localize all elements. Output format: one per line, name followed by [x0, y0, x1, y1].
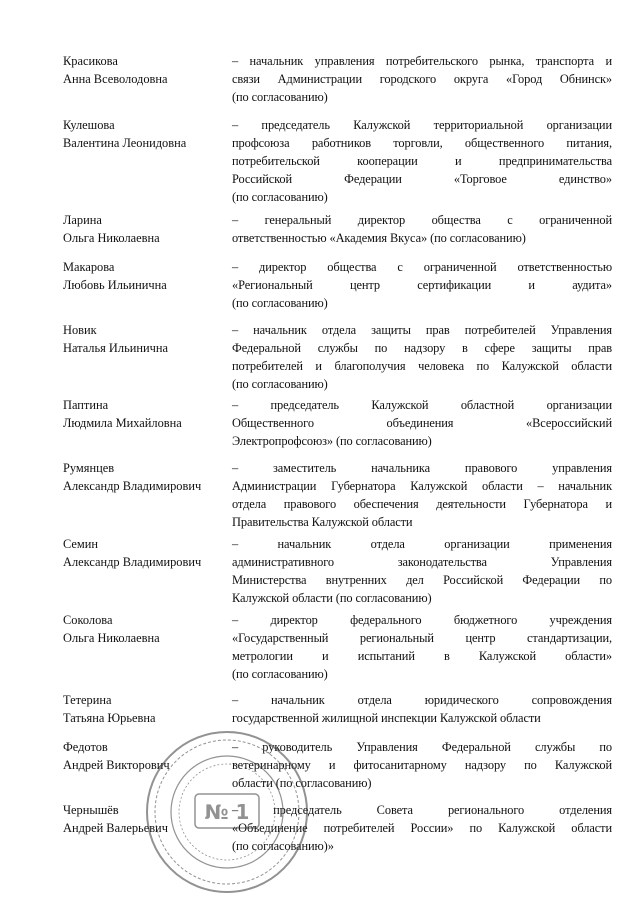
person-name	[63, 691, 228, 727]
role-line: области (по согласованию)	[232, 776, 372, 790]
person-name	[63, 459, 228, 495]
surname: Соколова	[63, 613, 113, 627]
person-name	[63, 321, 228, 357]
role-line: Общественного объединения «Всероссийский	[232, 416, 612, 430]
role-line: – начальник управления потребительского рынка, транспорта и	[232, 54, 612, 68]
role-line: Администрации Губернатора Калужской области – начальник	[232, 479, 612, 493]
role-line: Федеральной службы по надзору в сфере защиты прав	[232, 341, 612, 355]
position-description	[232, 258, 612, 312]
surname: Тетерина	[63, 693, 112, 707]
position-description	[232, 691, 612, 727]
role-line: – начальник отдела организации применения	[232, 537, 612, 551]
role-line: (по согласованию)	[232, 90, 328, 104]
given-names: Ольга Николаевна	[63, 631, 160, 645]
person-name	[63, 396, 228, 432]
role-line: государственной жилищной инспекции Калужской области	[232, 711, 541, 725]
given-names: Александр Владимирович	[63, 479, 202, 493]
role-line: Российской Федерации «Торговое единство»	[232, 172, 612, 186]
role-line: Министерства внутренних дел Российской Федерации по	[232, 573, 612, 587]
surname: Новик	[63, 323, 97, 337]
position-description	[232, 211, 612, 247]
role-line: Правительства Калужской области	[232, 515, 413, 529]
surname: Кулешова	[63, 118, 115, 132]
position-description	[232, 611, 612, 683]
surname: Федотов	[63, 740, 108, 754]
surname: Макарова	[63, 260, 115, 274]
role-line: метрологии и испытаний в Калужской области»	[232, 649, 612, 663]
person-name	[63, 535, 228, 571]
role-line: Калужской области (по согласованию)	[232, 591, 432, 605]
given-names: Наталья Ильинична	[63, 341, 168, 355]
person-name	[63, 801, 228, 837]
role-line: потребителей и благополучия человека по Калужской области	[232, 359, 612, 373]
position-description	[232, 52, 612, 106]
surname: Паптина	[63, 398, 109, 412]
role-line: ответственностью «Академия Вкуса» (по согласованию)	[232, 231, 526, 245]
position-description	[232, 459, 612, 531]
given-names: Ольга Николаевна	[63, 231, 160, 245]
role-line: (по согласованию)	[232, 296, 328, 310]
role-line: – директор общества с ограниченной ответственностью	[232, 260, 612, 274]
person-name	[63, 211, 228, 247]
position-description	[232, 116, 612, 206]
role-line: – заместитель начальника правового управления	[232, 461, 612, 475]
role-line: «Государственный региональный центр стандартизации,	[232, 631, 612, 645]
role-line: административного законодательства Управления	[232, 555, 612, 569]
given-names: Татьяна Юрьевна	[63, 711, 156, 725]
surname: Румянцев	[63, 461, 115, 475]
position-description	[232, 321, 612, 393]
position-description	[232, 396, 612, 450]
given-names: Валентина Леонидовна	[63, 136, 187, 150]
person-name	[63, 258, 228, 294]
role-line: – руководитель Управления Федеральной службы по	[232, 740, 612, 754]
role-line: «Объединение потребителей России» по Калужской области	[232, 821, 612, 835]
person-name	[63, 116, 228, 152]
position-description	[232, 738, 612, 792]
role-line: потребительской кооперации и предпринимательства	[232, 154, 612, 168]
surname: Ларина	[63, 213, 102, 227]
given-names: Людмила Михайловна	[63, 416, 182, 430]
role-line: – начальник отдела юридического сопровождения	[232, 693, 612, 707]
role-line: – председатель Калужской территориальной организации	[232, 118, 612, 132]
role-line: профсоюза работников торговли, общественного питания,	[232, 136, 612, 150]
position-description	[232, 801, 612, 855]
role-line: – председатель Совета регионального отделения	[232, 803, 612, 817]
role-line: (по согласованию)»	[232, 839, 334, 853]
role-line: – председатель Калужской областной организации	[232, 398, 612, 412]
role-line: – начальник отдела защиты прав потребителей Управления	[232, 323, 612, 337]
role-line: «Региональный центр сертификации и аудита»	[232, 278, 612, 292]
role-line: ветеринарному и фитосанитарному надзору по Калужской	[232, 758, 612, 772]
surname: Семин	[63, 537, 99, 551]
given-names: Любовь Ильинична	[63, 278, 167, 292]
role-line: (по согласованию)	[232, 377, 328, 391]
role-line: (по согласованию)	[232, 667, 328, 681]
role-line: (по согласованию)	[232, 190, 328, 204]
position-description	[232, 535, 612, 607]
role-line: Электропрофсоюз» (по согласованию)	[232, 434, 432, 448]
role-line: – директор федерального бюджетного учреждения	[232, 613, 612, 627]
role-line: отдела правового обеспечения деятельности Губернатора и	[232, 497, 612, 511]
surname: Красикова	[63, 54, 118, 68]
given-names: Анна Всеволодовна	[63, 72, 168, 86]
person-name	[63, 738, 228, 774]
given-names: Александр Владимирович	[63, 555, 202, 569]
given-names: Андрей Валерьевич	[63, 821, 168, 835]
surname: Чернышёв	[63, 803, 119, 817]
given-names: Андрей Викторович	[63, 758, 170, 772]
seal-number: № 1	[204, 800, 250, 824]
person-name	[63, 52, 228, 88]
person-name	[63, 611, 228, 647]
role-line: связи Администрации городского округа «Город Обнинск»	[232, 72, 612, 86]
role-line: – генеральный директор общества с ограниченной	[232, 213, 612, 227]
